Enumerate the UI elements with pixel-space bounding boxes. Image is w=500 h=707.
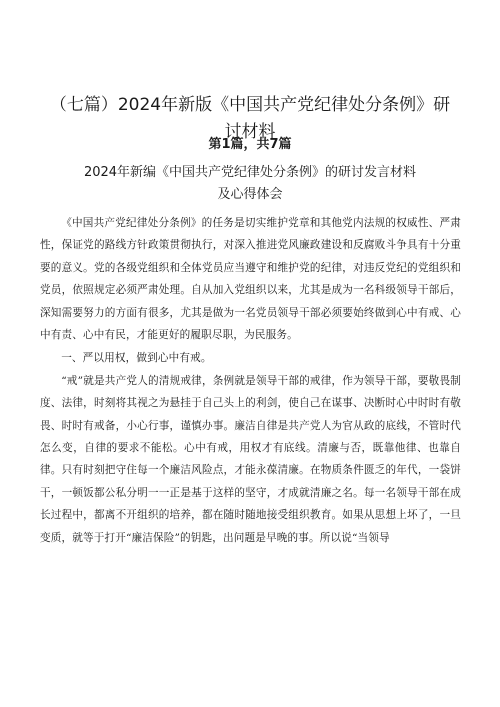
document-title-line-1: （七篇）2024年新版《中国共产党纪律处分条例》研: [49, 95, 451, 115]
part-title: [40, 162, 460, 206]
part-title-line-1: 2024年新编《中国共产党纪律处分条例》的研讨发言材料: [83, 165, 417, 180]
document-body: [40, 212, 461, 549]
body-paragraph-section-1: “戒”就是共产党人的清规戒律，条例就是领导干部的戒律，作为领导干部，要敬畏制度、法律，时刻将其视之为悬挂于自己头上的利剑，使自己在谋事、决断时心中时时有敬畏、时时有戒备，小心行事，谨慎办事。廉洁自律是共产党人为官从政的底线，不管时代怎么变，自律的要求不能松。心中有戒，用权才有底线。清廉与否，既靠他律、也靠自律。只有时刻把守住每一个廉洁风险点，才能永葆清廉。在物质条件匮乏的年代，一袋饼干，一顿饭都公私分明一一正是基于这样的坚守，才成就清廉之名。每一名领导干部在成长过程中，都离不开组织的培养，都在随时随地接受组织教育。如果从思想上坏了，一旦变质，就等于打开“廉洁保险”的钥匙，出问题是早晚的事。所以说“当领导: [40, 374, 461, 544]
section-heading: 一、严以用权，做到心中有戒。: [61, 352, 212, 365]
body-paragraph-intro: 《中国共产党纪律处分条例》的任务是切实维护党章和其他党内法规的权威性、严肃性，保证党的路线方针政策贯彻执行，对深入推进党风廉政建设和反腐败斗争具有十分重要的意义。党的各级党组织和全体党员应当遵守和维护党的纪律，对违反党纪的党组织和党员，依照规定必须严肃处理。自从加入党组织以来，尤其是成为一名科级领导干部后，深知需要努力的方面有很多，尤其是做为一名党员领导干部必须要始终做到心中有戒、心中有责、心中有民，才能更好的履职尽职，为民服务。: [40, 217, 461, 342]
part-label: 第1篇，共7篇: [208, 137, 292, 152]
document-title-line-2: 讨材料: [224, 122, 276, 142]
part-title-line-2: 及心得体会: [217, 187, 283, 202]
